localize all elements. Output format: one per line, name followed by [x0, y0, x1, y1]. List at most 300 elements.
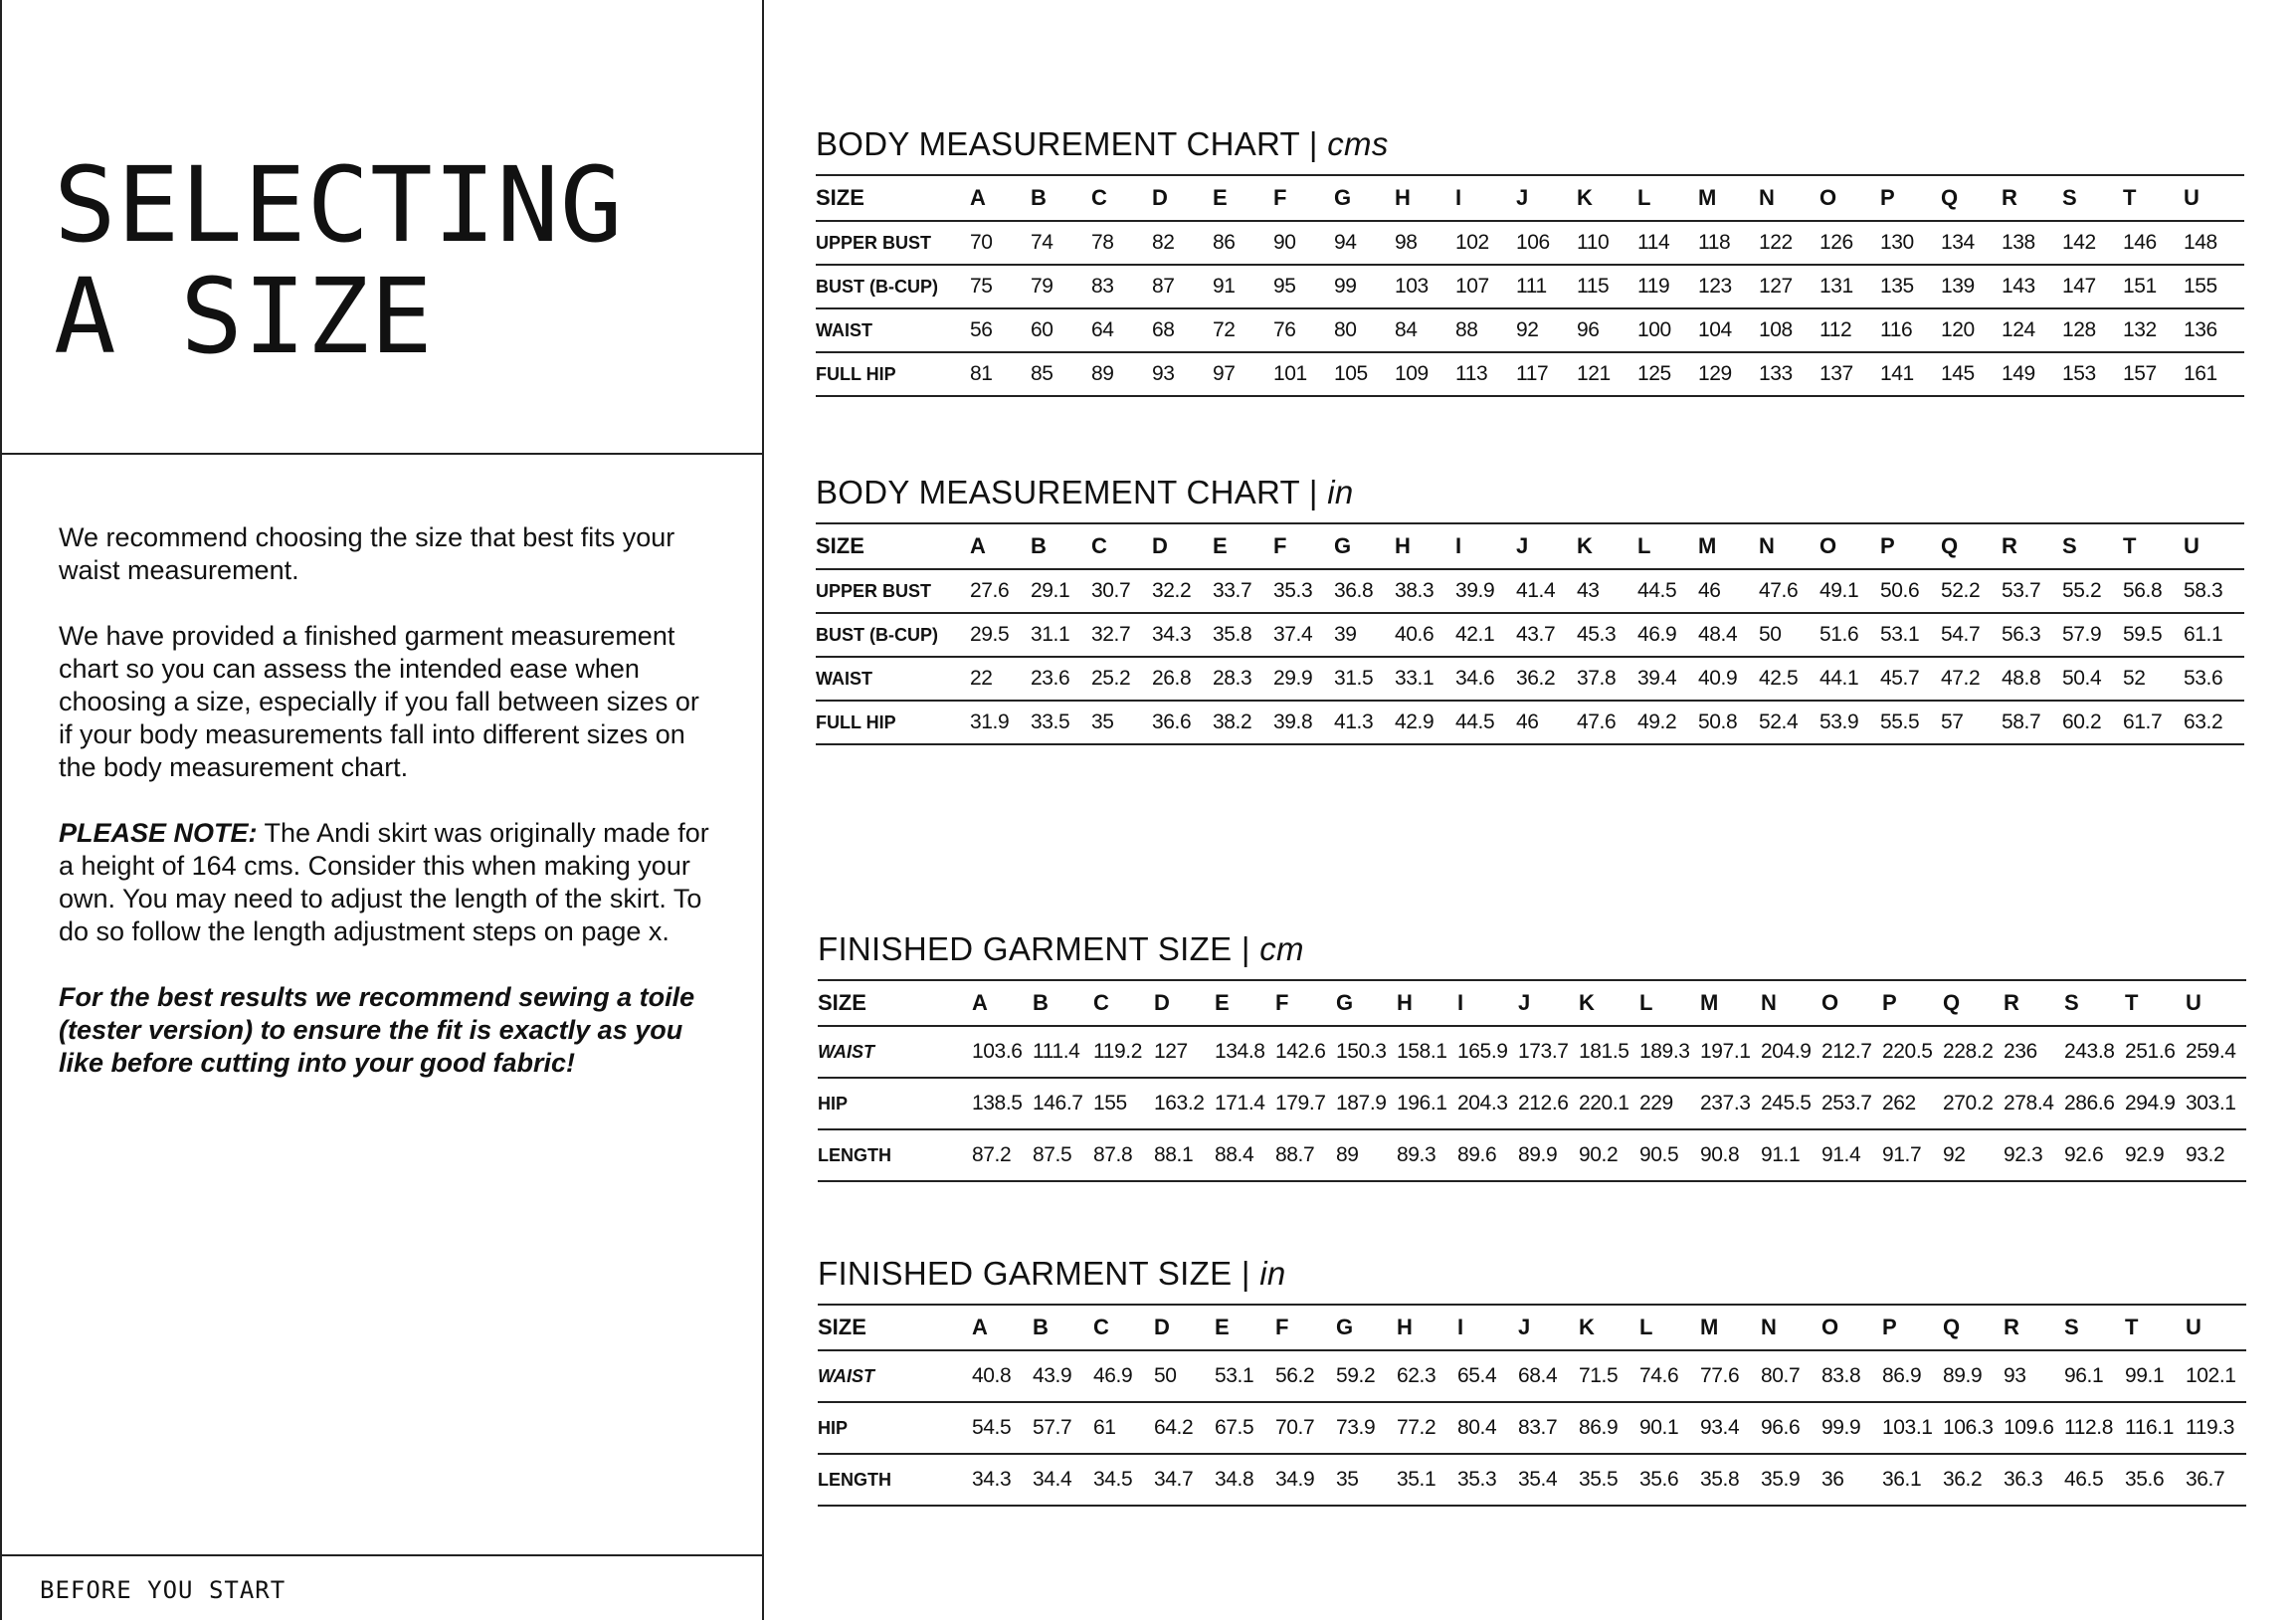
table-cell: 220.5 — [1882, 1040, 1933, 1063]
row-label: WAIST — [816, 668, 872, 689]
table-cell: 142.6 — [1275, 1040, 1326, 1063]
table-cell: 270.2 — [1943, 1092, 1994, 1115]
table-cell: 70.7 — [1275, 1416, 1315, 1439]
table-cell: 56.2 — [1275, 1364, 1315, 1387]
table-cell: 243.8 — [2064, 1040, 2115, 1063]
size-column-header: I — [1455, 175, 1516, 221]
table-cell: 92.3 — [2004, 1143, 2043, 1166]
table-cell: 47.6 — [1577, 710, 1617, 733]
table-cell: 82 — [1152, 231, 1175, 254]
table-cell: 44.1 — [1819, 667, 1859, 690]
title-box — [2, 0, 762, 455]
table-cell: 87.8 — [1093, 1143, 1133, 1166]
table-cell: 99 — [1334, 275, 1357, 298]
table-cell: 56.8 — [2123, 579, 2163, 602]
table-cell: 92.6 — [2064, 1143, 2104, 1166]
table-cell: 89.6 — [1457, 1143, 1497, 1166]
table-cell: 278.4 — [2004, 1092, 2054, 1115]
table-cell: 86 — [1213, 231, 1236, 254]
table-cell: 87.2 — [972, 1143, 1012, 1166]
size-column-header: E — [1213, 523, 1273, 569]
intro-paragraph-waist: We recommend choosing the size that best fits your waist measurement. — [59, 522, 675, 585]
size-column-header: P — [1882, 1305, 1943, 1350]
table-cell: 99.1 — [2125, 1364, 2165, 1387]
table-cell: 93 — [2004, 1364, 2026, 1387]
table-cell: 71.5 — [1579, 1364, 1619, 1387]
size-column-header: F — [1273, 175, 1334, 221]
table-cell: 53.1 — [1880, 623, 1920, 646]
size-column-header: E — [1215, 1305, 1275, 1350]
table-cell: 36.7 — [2186, 1468, 2225, 1491]
size-header: SIZE — [818, 1305, 972, 1350]
table-cell: 181.5 — [1579, 1040, 1629, 1063]
table-cell: 245.5 — [1761, 1092, 1812, 1115]
table-cell: 157 — [2123, 362, 2157, 385]
table-cell: 36.1 — [1882, 1468, 1922, 1491]
table-cell: 35 — [1091, 710, 1114, 733]
table-cell: 88 — [1455, 318, 1478, 341]
table-cell: 34.8 — [1215, 1468, 1254, 1491]
size-table — [818, 979, 2246, 1182]
chart-unit: in — [1327, 474, 1354, 510]
page-title — [54, 144, 624, 377]
size-column-header: R — [2002, 523, 2062, 569]
table-cell: 68.4 — [1518, 1364, 1558, 1387]
row-label: WAIST — [818, 1041, 874, 1062]
size-column-header: B — [1033, 1305, 1093, 1350]
size-column-header: H — [1397, 980, 1457, 1026]
size-column-header: G — [1336, 1305, 1397, 1350]
table-cell: 29.1 — [1031, 579, 1070, 602]
size-column-header: S — [2062, 175, 2123, 221]
table-cell: 59.5 — [2123, 623, 2163, 646]
table-cell: 110 — [1577, 231, 1610, 254]
table-cell: 146.7 — [1033, 1092, 1083, 1115]
table-cell: 40.6 — [1395, 623, 1435, 646]
table-cell: 58.3 — [2184, 579, 2223, 602]
table-row — [816, 221, 2244, 265]
size-column-header: F — [1275, 980, 1336, 1026]
table-cell: 134.8 — [1215, 1040, 1265, 1063]
table-cell: 109 — [1395, 362, 1429, 385]
size-column-header: L — [1637, 523, 1698, 569]
table-cell: 39 — [1334, 623, 1357, 646]
table-cell: 52 — [2123, 667, 2146, 690]
table-cell: 35.3 — [1457, 1468, 1497, 1491]
table-cell: 163.2 — [1154, 1092, 1205, 1115]
table-cell: 143 — [2002, 275, 2035, 298]
table-cell: 81 — [970, 362, 993, 385]
table-cell: 31.1 — [1031, 623, 1070, 646]
table-cell: 89 — [1336, 1143, 1359, 1166]
table-cell: 35.9 — [1761, 1468, 1801, 1491]
table-cell: 91 — [1213, 275, 1236, 298]
table-cell: 77.2 — [1397, 1416, 1436, 1439]
size-column-header: E — [1215, 980, 1275, 1026]
table-cell: 39.4 — [1637, 667, 1677, 690]
chart-title — [818, 929, 2246, 969]
table-cell: 33.1 — [1395, 667, 1435, 690]
table-cell: 35.6 — [2125, 1468, 2165, 1491]
table-cell: 146 — [2123, 231, 2157, 254]
size-column-header: J — [1516, 175, 1577, 221]
table-cell: 103 — [1395, 275, 1429, 298]
table-cell: 100 — [1637, 318, 1671, 341]
table-cell: 212.7 — [1821, 1040, 1872, 1063]
size-column-header: K — [1577, 175, 1637, 221]
table-row — [818, 1350, 2246, 1402]
size-column-header: L — [1639, 1305, 1700, 1350]
table-cell: 53.1 — [1215, 1364, 1254, 1387]
table-cell: 44.5 — [1637, 579, 1677, 602]
table-cell: 116 — [1880, 318, 1913, 341]
chart-unit: in — [1259, 1255, 1286, 1292]
table-cell: 50.8 — [1698, 710, 1738, 733]
size-column-header: C — [1091, 175, 1152, 221]
table-cell: 50.4 — [2062, 667, 2102, 690]
row-label: HIP — [818, 1093, 849, 1114]
table-cell: 43.7 — [1516, 623, 1556, 646]
table-cell: 56 — [970, 318, 993, 341]
table-cell: 138 — [2002, 231, 2035, 254]
table-cell: 47.6 — [1759, 579, 1799, 602]
table-cell: 90.5 — [1639, 1143, 1679, 1166]
table-cell: 141 — [1880, 362, 1914, 385]
table-cell: 173.7 — [1518, 1040, 1569, 1063]
table-cell: 29.9 — [1273, 667, 1313, 690]
size-column-header: G — [1334, 175, 1395, 221]
table-cell: 43.9 — [1033, 1364, 1072, 1387]
table-cell: 149 — [2002, 362, 2035, 385]
table-cell: 88.4 — [1215, 1143, 1254, 1166]
table-cell: 25.2 — [1091, 667, 1131, 690]
size-table — [818, 1304, 2246, 1507]
table-cell: 155 — [2184, 275, 2217, 298]
table-cell: 45.7 — [1880, 667, 1920, 690]
table-cell: 112.8 — [2064, 1416, 2113, 1439]
table-cell: 35 — [1336, 1468, 1359, 1491]
intro-paragraph-ease: We have provided a finished garment measurement chart so you can assess the intended ease when choosing a size, especially if you fall between sizes or if your body measurements fall into different sizes on the body measurement chart. — [59, 621, 699, 782]
table-cell: 28.3 — [1213, 667, 1252, 690]
table-cell: 72 — [1213, 318, 1236, 341]
table-cell: 102.1 — [2186, 1364, 2236, 1387]
table-cell: 139 — [1941, 275, 1975, 298]
table-cell: 46 — [1698, 579, 1721, 602]
table-cell: 83 — [1091, 275, 1114, 298]
size-column-header: G — [1336, 980, 1397, 1026]
table-cell: 128 — [2062, 318, 2096, 341]
table-cell: 37.4 — [1273, 623, 1313, 646]
table-cell: 132 — [2123, 318, 2157, 341]
table-cell: 34.9 — [1275, 1468, 1315, 1491]
table-cell: 98 — [1395, 231, 1418, 254]
table-cell: 119 — [1637, 275, 1670, 298]
size-column-header: S — [2064, 980, 2125, 1026]
table-cell: 90.2 — [1579, 1143, 1619, 1166]
table-cell: 86.9 — [1579, 1416, 1619, 1439]
row-label: BUST (B-CUP) — [816, 624, 938, 645]
table-cell: 35.6 — [1639, 1468, 1679, 1491]
table-cell: 29.5 — [970, 623, 1010, 646]
size-column-header: B — [1031, 523, 1091, 569]
table-cell: 236 — [2004, 1040, 2037, 1063]
row-label: FULL HIP — [816, 363, 896, 384]
table-cell: 39.8 — [1273, 710, 1313, 733]
table-cell: 97 — [1213, 362, 1236, 385]
table-cell: 196.1 — [1397, 1092, 1447, 1115]
row-label: UPPER BUST — [816, 580, 932, 601]
size-column-header: U — [2186, 980, 2246, 1026]
table-cell: 89.3 — [1397, 1143, 1436, 1166]
size-column-header: N — [1759, 523, 1819, 569]
table-cell: 127 — [1759, 275, 1793, 298]
size-column-header: M — [1700, 1305, 1761, 1350]
table-cell: 52.2 — [1941, 579, 1981, 602]
table-row — [816, 569, 2244, 613]
table-row — [818, 1026, 2246, 1078]
table-cell: 83.8 — [1821, 1364, 1861, 1387]
size-column-header: K — [1579, 980, 1639, 1026]
table-cell: 60 — [1031, 318, 1053, 341]
table-cell: 189.3 — [1639, 1040, 1690, 1063]
table-cell: 130 — [1880, 231, 1914, 254]
table-cell: 35.8 — [1213, 623, 1252, 646]
size-column-header: K — [1577, 523, 1637, 569]
table-cell: 46 — [1516, 710, 1539, 733]
table-cell: 115 — [1577, 275, 1610, 298]
table-cell: 96.6 — [1761, 1416, 1801, 1439]
body-measurement-chart-cms — [816, 124, 2244, 397]
table-cell: 89 — [1091, 362, 1114, 385]
table-row — [816, 352, 2244, 396]
table-cell: 57.9 — [2062, 623, 2102, 646]
table-cell: 31.5 — [1334, 667, 1374, 690]
table-cell: 91.4 — [1821, 1143, 1861, 1166]
table-cell: 48.4 — [1698, 623, 1738, 646]
size-column-header: H — [1395, 523, 1455, 569]
table-cell: 111.4 — [1033, 1040, 1080, 1063]
table-cell: 118 — [1698, 231, 1731, 254]
table-cell: 55.5 — [1880, 710, 1920, 733]
table-row — [818, 1129, 2246, 1181]
size-column-header: Q — [1941, 523, 2002, 569]
table-cell: 92 — [1516, 318, 1539, 341]
note-paragraph — [59, 817, 715, 948]
size-column-header: R — [2004, 980, 2064, 1026]
size-column-header: I — [1457, 980, 1518, 1026]
size-column-header: N — [1761, 980, 1821, 1026]
size-column-header: D — [1154, 1305, 1215, 1350]
table-cell: 36.6 — [1152, 710, 1192, 733]
table-cell: 99.9 — [1821, 1416, 1861, 1439]
size-column-header: E — [1213, 175, 1273, 221]
table-cell: 131 — [1819, 275, 1853, 298]
row-label: LENGTH — [818, 1144, 891, 1165]
chart-title-text: BODY MEASUREMENT CHART | — [816, 125, 1328, 162]
table-cell: 53.7 — [2002, 579, 2041, 602]
table-cell: 212.6 — [1518, 1092, 1569, 1115]
size-column-header: A — [972, 1305, 1033, 1350]
table-cell: 64 — [1091, 318, 1114, 341]
table-cell: 43 — [1577, 579, 1600, 602]
chart-unit: cm — [1259, 930, 1304, 967]
table-cell: 27.6 — [970, 579, 1010, 602]
size-column-header: O — [1821, 980, 1882, 1026]
table-cell: 50.6 — [1880, 579, 1920, 602]
table-row — [816, 613, 2244, 657]
table-cell: 35.5 — [1579, 1468, 1619, 1491]
table-cell: 109.6 — [2004, 1416, 2054, 1439]
table-cell: 93.2 — [2186, 1143, 2225, 1166]
table-cell: 113 — [1455, 362, 1488, 385]
table-cell: 54.7 — [1941, 623, 1981, 646]
size-column-header: K — [1579, 1305, 1639, 1350]
table-cell: 237.3 — [1700, 1092, 1751, 1115]
table-cell: 228.2 — [1943, 1040, 1994, 1063]
table-cell: 78 — [1091, 231, 1114, 254]
table-cell: 47.2 — [1941, 667, 1981, 690]
table-row — [818, 1454, 2246, 1506]
size-column-header: R — [2004, 1305, 2064, 1350]
chart-title-text: BODY MEASUREMENT CHART | — [816, 474, 1328, 510]
table-cell: 61.7 — [2123, 710, 2163, 733]
table-cell: 54.5 — [972, 1416, 1012, 1439]
table-cell: 103.1 — [1882, 1416, 1933, 1439]
table-cell: 57 — [1941, 710, 1964, 733]
table-cell: 56.3 — [2002, 623, 2041, 646]
table-cell: 96.1 — [2064, 1364, 2104, 1387]
table-cell: 38.3 — [1395, 579, 1435, 602]
table-cell: 303.1 — [2186, 1092, 2236, 1115]
table-cell: 135 — [1880, 275, 1914, 298]
table-cell: 53.6 — [2184, 667, 2223, 690]
table-cell: 22 — [970, 667, 993, 690]
size-column-header: C — [1093, 980, 1154, 1026]
table-cell: 35.8 — [1700, 1468, 1740, 1491]
table-cell: 74.6 — [1639, 1364, 1679, 1387]
table-cell: 87 — [1152, 275, 1175, 298]
table-cell: 34.5 — [1093, 1468, 1133, 1491]
table-cell: 49.1 — [1819, 579, 1859, 602]
size-column-header: A — [970, 175, 1031, 221]
body-measurement-chart-in — [816, 473, 2244, 745]
size-column-header: G — [1334, 523, 1395, 569]
table-row — [816, 701, 2244, 744]
table-cell: 93 — [1152, 362, 1175, 385]
table-cell: 49.2 — [1637, 710, 1677, 733]
table-cell: 34.6 — [1455, 667, 1495, 690]
table-row — [816, 265, 2244, 308]
table-cell: 80.4 — [1457, 1416, 1497, 1439]
table-cell: 153 — [2062, 362, 2096, 385]
size-column-header: U — [2186, 1305, 2246, 1350]
table-cell: 89.9 — [1518, 1143, 1558, 1166]
size-table — [816, 522, 2244, 745]
table-cell: 42.5 — [1759, 667, 1799, 690]
table-cell: 101 — [1273, 362, 1307, 385]
table-cell: 50 — [1759, 623, 1782, 646]
table-cell: 33.7 — [1213, 579, 1252, 602]
finished-garment-chart-cm — [818, 929, 2246, 1182]
table-cell: 34.3 — [972, 1468, 1012, 1491]
chart-title — [816, 473, 2244, 512]
table-cell: 145 — [1941, 362, 1975, 385]
table-cell: 26.8 — [1152, 667, 1192, 690]
size-header: SIZE — [816, 523, 970, 569]
table-cell: 52.4 — [1759, 710, 1799, 733]
table-cell: 106.3 — [1943, 1416, 1994, 1439]
table-cell: 88.7 — [1275, 1143, 1315, 1166]
table-cell: 259.4 — [2186, 1040, 2236, 1063]
chart-title — [816, 124, 2244, 164]
table-cell: 251.6 — [2125, 1040, 2176, 1063]
table-cell: 117 — [1516, 362, 1549, 385]
table-cell: 96 — [1577, 318, 1600, 341]
table-cell: 46.9 — [1093, 1364, 1133, 1387]
row-label: WAIST — [818, 1365, 874, 1386]
size-column-header: L — [1637, 175, 1698, 221]
table-cell: 137 — [1819, 362, 1853, 385]
table-cell: 55.2 — [2062, 579, 2102, 602]
table-cell: 171.4 — [1215, 1092, 1265, 1115]
size-column-header: B — [1033, 980, 1093, 1026]
size-column-header: M — [1698, 523, 1759, 569]
table-cell: 65.4 — [1457, 1364, 1497, 1387]
size-column-header: J — [1516, 523, 1577, 569]
table-cell: 124 — [2002, 318, 2035, 341]
size-column-header: N — [1761, 1305, 1821, 1350]
size-header: SIZE — [818, 980, 972, 1026]
table-cell: 148 — [2184, 231, 2217, 254]
table-cell: 122 — [1759, 231, 1793, 254]
table-cell: 91.1 — [1761, 1143, 1801, 1166]
table-cell: 75 — [970, 275, 993, 298]
size-column-header: O — [1819, 523, 1880, 569]
table-cell: 85 — [1031, 362, 1053, 385]
table-cell: 77.6 — [1700, 1364, 1740, 1387]
table-cell: 80.7 — [1761, 1364, 1801, 1387]
toile-recommendation: For the best results we recommend sewing a toile (tester version) to ensure the fit is exactly as you like before cutting into your good fabric! — [59, 982, 695, 1078]
size-column-header: O — [1819, 175, 1880, 221]
size-column-header: J — [1518, 980, 1579, 1026]
size-column-header: T — [2123, 175, 2184, 221]
row-label: HIP — [818, 1417, 849, 1438]
table-cell: 40.9 — [1698, 667, 1738, 690]
table-cell: 57.7 — [1033, 1416, 1072, 1439]
table-cell: 119.2 — [1093, 1040, 1142, 1063]
table-cell: 60.2 — [2062, 710, 2102, 733]
table-cell: 30.7 — [1091, 579, 1131, 602]
table-cell: 92 — [1943, 1143, 1966, 1166]
table-cell: 58.7 — [2002, 710, 2041, 733]
table-cell: 150.3 — [1336, 1040, 1387, 1063]
table-cell: 70 — [970, 231, 993, 254]
chart-title-text: FINISHED GARMENT SIZE | — [818, 1255, 1260, 1292]
row-label: BUST (B-CUP) — [816, 276, 938, 297]
table-cell: 35.3 — [1273, 579, 1313, 602]
table-cell: 161 — [2184, 362, 2217, 385]
chart-unit: cms — [1327, 125, 1389, 162]
table-cell: 204.3 — [1457, 1092, 1508, 1115]
size-column-header: D — [1152, 523, 1213, 569]
table-cell: 45.3 — [1577, 623, 1617, 646]
intro-text — [59, 521, 715, 1113]
row-label: LENGTH — [818, 1469, 891, 1490]
table-cell: 68 — [1152, 318, 1175, 341]
table-cell: 86.9 — [1882, 1364, 1922, 1387]
page-title-line-2: A SIZE — [54, 256, 434, 377]
table-cell: 126 — [1819, 231, 1853, 254]
